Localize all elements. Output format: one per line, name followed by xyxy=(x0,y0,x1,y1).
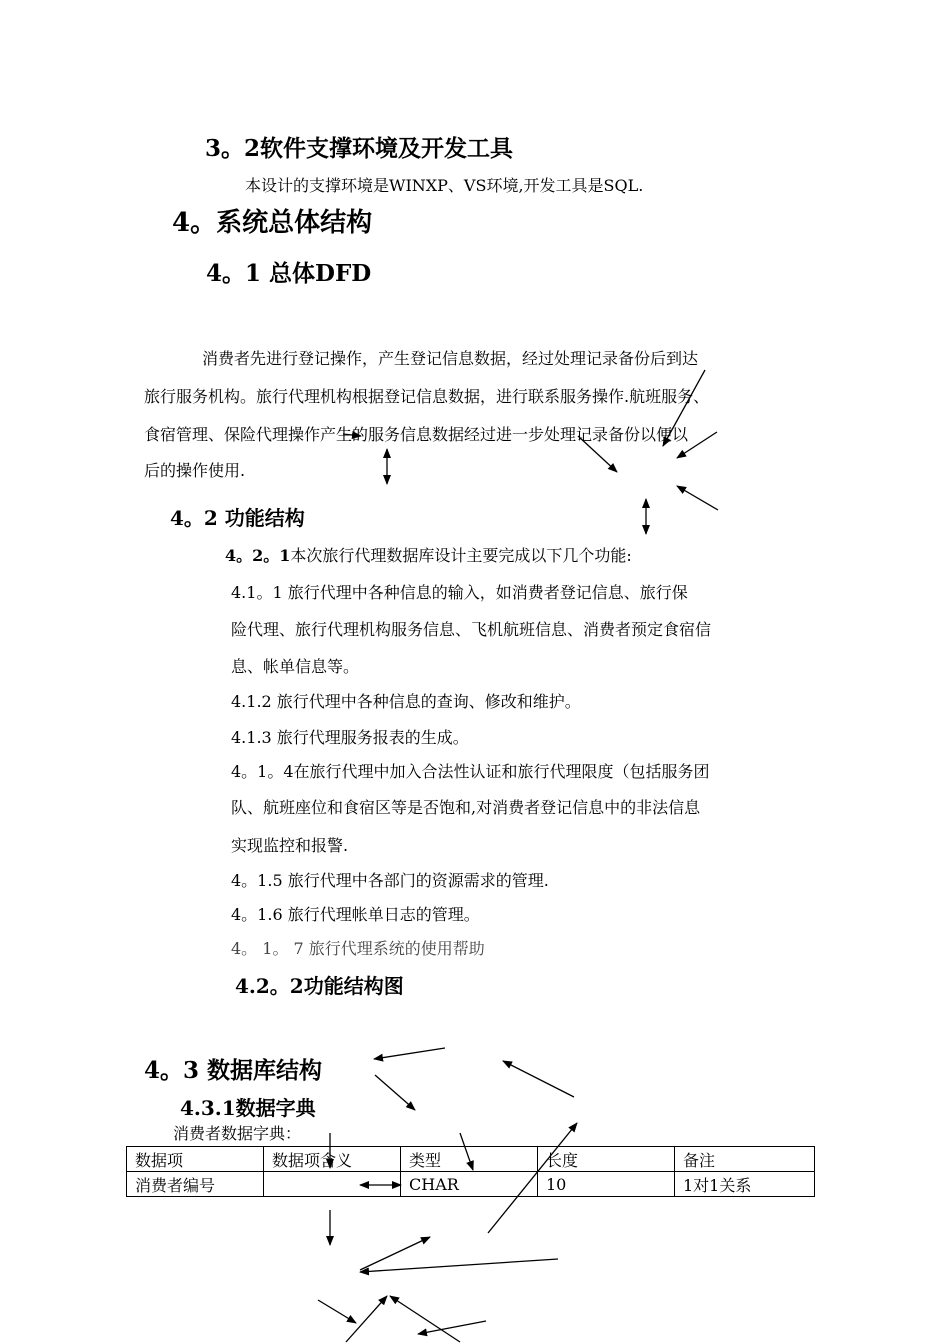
function-item: 4。1.5 旅行代理中各部门的资源需求的管理. xyxy=(231,871,549,890)
section-4-2-1-line xyxy=(225,548,632,564)
dfd-paragraph-line-1: 消费者先进行登记操作，产生登记信息数据，经过处理记录备份后到达 xyxy=(202,349,699,368)
section-4-3-1-title: 4.3.1数据字典 xyxy=(180,1096,316,1120)
arrow xyxy=(318,1300,356,1323)
function-item: 实现监控和报警. xyxy=(231,836,349,855)
function-item: 险代理、旅行代理机构服务信息、飞机航班信息、消费者预定食宿信 xyxy=(231,620,712,639)
function-item: 4.1.3 旅行代理服务报表的生成。 xyxy=(231,728,469,747)
table-cell: 消费者编号 xyxy=(127,1172,264,1197)
data-dictionary-table xyxy=(126,1146,815,1197)
function-item: 4.1。1 旅行代理中各种信息的输入，如消费者登记信息、旅行保 xyxy=(231,583,688,602)
arrow xyxy=(677,486,718,510)
dict-caption: 消费者数据字典： xyxy=(173,1124,302,1143)
arrow xyxy=(390,1296,460,1342)
table-cell xyxy=(264,1172,401,1197)
table-header-cell: 类型 xyxy=(401,1147,538,1172)
dfd-paragraph-line-4: 后的操作使用. xyxy=(144,461,246,480)
dfd-paragraph-line-2: 旅行服务机构。旅行代理机构根据登记信息数据，进行联系服务操作.航班服务、 xyxy=(144,387,710,406)
function-item: 4。 1。 7 旅行代理系统的使用帮助 xyxy=(231,939,485,958)
section-4-1-title: 4。1 总体DFD xyxy=(206,260,372,287)
function-item: 4。1。4在旅行代理中加入合法性认证和旅行代理限度（包括服务团 xyxy=(231,762,710,781)
arrow xyxy=(374,1048,445,1059)
function-item: 息、帐单信息等。 xyxy=(231,657,360,676)
table-cell: 10 xyxy=(538,1172,675,1197)
section-4-2-1-text: 本次旅行代理数据库设计主要完成以下几个功能: xyxy=(290,546,632,565)
section-4-title: 4。系统总体结构 xyxy=(172,208,373,238)
function-item: 4。1.6 旅行代理帐单日志的管理。 xyxy=(231,905,480,924)
arrow xyxy=(418,1321,486,1334)
arrow xyxy=(503,1061,574,1097)
table-row xyxy=(127,1172,815,1197)
table-header-row xyxy=(127,1147,815,1172)
table-cell: 1对1关系 xyxy=(675,1172,815,1197)
table-header-cell: 长度 xyxy=(538,1147,675,1172)
table-header-cell: 备注 xyxy=(675,1147,815,1172)
function-item: 4.1.2 旅行代理中各种信息的查询、修改和维护。 xyxy=(231,692,581,711)
section-4-2-title: 4。2 功能结构 xyxy=(170,506,305,530)
table-header-cell: 数据项 xyxy=(127,1147,264,1172)
arrow xyxy=(360,1259,558,1272)
arrow xyxy=(346,1296,387,1342)
section-3-2-title: 3。2软件支撑环境及开发工具 xyxy=(205,135,514,162)
table-cell: CHAR xyxy=(401,1172,538,1197)
arrow xyxy=(375,1075,415,1110)
table-header-cell: 数据项含义 xyxy=(264,1147,401,1172)
function-item: 队、航班座位和食宿区等是否饱和,对消费者登记信息中的非法信息 xyxy=(231,798,701,817)
dfd-paragraph-line-3: 食宿管理、保险代理操作产生的服务信息数据经过进一步处理记录备份以便以 xyxy=(144,425,689,444)
arrow xyxy=(360,1237,430,1270)
section-4-2-2-title: 4.2。2功能结构图 xyxy=(235,974,404,998)
section-3-2-body: 本设计的支撑环境是WINXP、VS环境,开发工具是SQL. xyxy=(245,176,644,195)
section-4-3-title: 4。3 数据库结构 xyxy=(144,1057,323,1084)
section-4-2-1-number: 4。2。1 xyxy=(225,546,291,565)
